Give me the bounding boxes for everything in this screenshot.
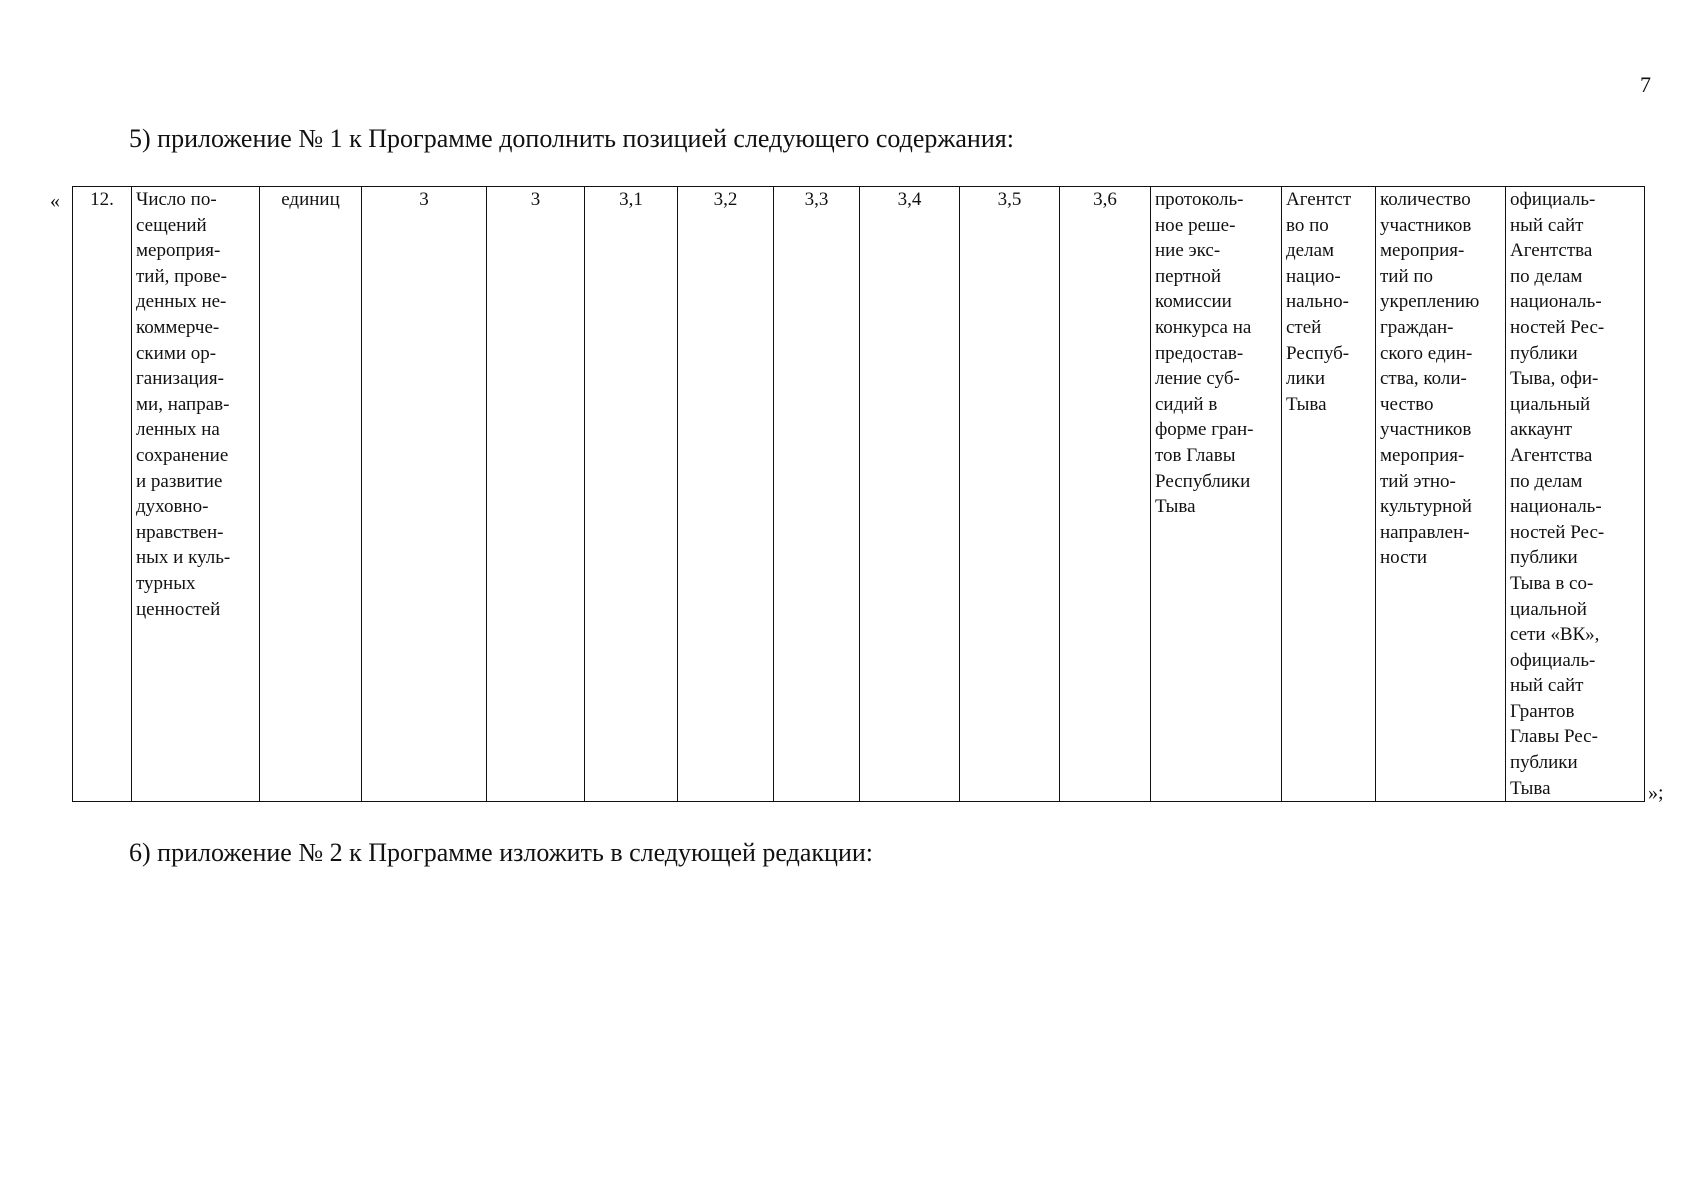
page-number: 7 [1640, 72, 1651, 97]
value-cell: 3,2 [678, 187, 774, 802]
publication-cell: официаль- ный сайт Агентства по делам националь- ностей Рес- публики Тыва, офи- циальный аккаунт Агентства по делам националь- ностей Рес- публики Тыва в со- циальной сети «ВК», официаль- ный сайт Грантов Главы Рес- публики Тыва [1506, 187, 1645, 802]
indicator-table [72, 186, 1645, 802]
value-cell: 3,5 [960, 187, 1060, 802]
value-cell: 3,3 [774, 187, 860, 802]
table-row [73, 187, 1645, 802]
indicator-name-cell: Число по- сещений мероприя- тий, прове- денных не- коммерче- скими ор- ганизация- ми, направ- ленных на сохранение и развитие духовно- нравствен- ных и куль- турных ценностей [132, 187, 260, 802]
paragraph-6: 6) приложение № 2 к Программе изложить в следующей редакции: [129, 838, 873, 867]
source-cell: протоколь- ное реше- ние экс- пертной комиссии конкурса на предостав- ление суб- сидий в форме гран- тов Главы Республики Тыва [1151, 187, 1282, 802]
value-cell: 3,4 [860, 187, 960, 802]
responsible-cell: Агентст во по делам нацио- нально- стей Респуб- лики Тыва [1282, 187, 1376, 802]
methodology-cell: количество участников мероприя- тий по укреплению граждан- ского един- ства, коли- чество участников мероприя- тий этно- культурной направлен- ности [1376, 187, 1506, 802]
value-cell: 3,1 [585, 187, 678, 802]
value-cell: 3,6 [1060, 187, 1151, 802]
opening-quote: « [50, 190, 60, 212]
paragraph-5: 5) приложение № 1 к Программе дополнить позицией следующего содержания: [129, 124, 1014, 153]
row-number-cell: 12. [73, 187, 132, 802]
value-cell: 3 [362, 187, 487, 802]
value-cell: 3 [487, 187, 585, 802]
unit-cell: единиц [260, 187, 362, 802]
closing-quote: »; [1648, 782, 1664, 804]
